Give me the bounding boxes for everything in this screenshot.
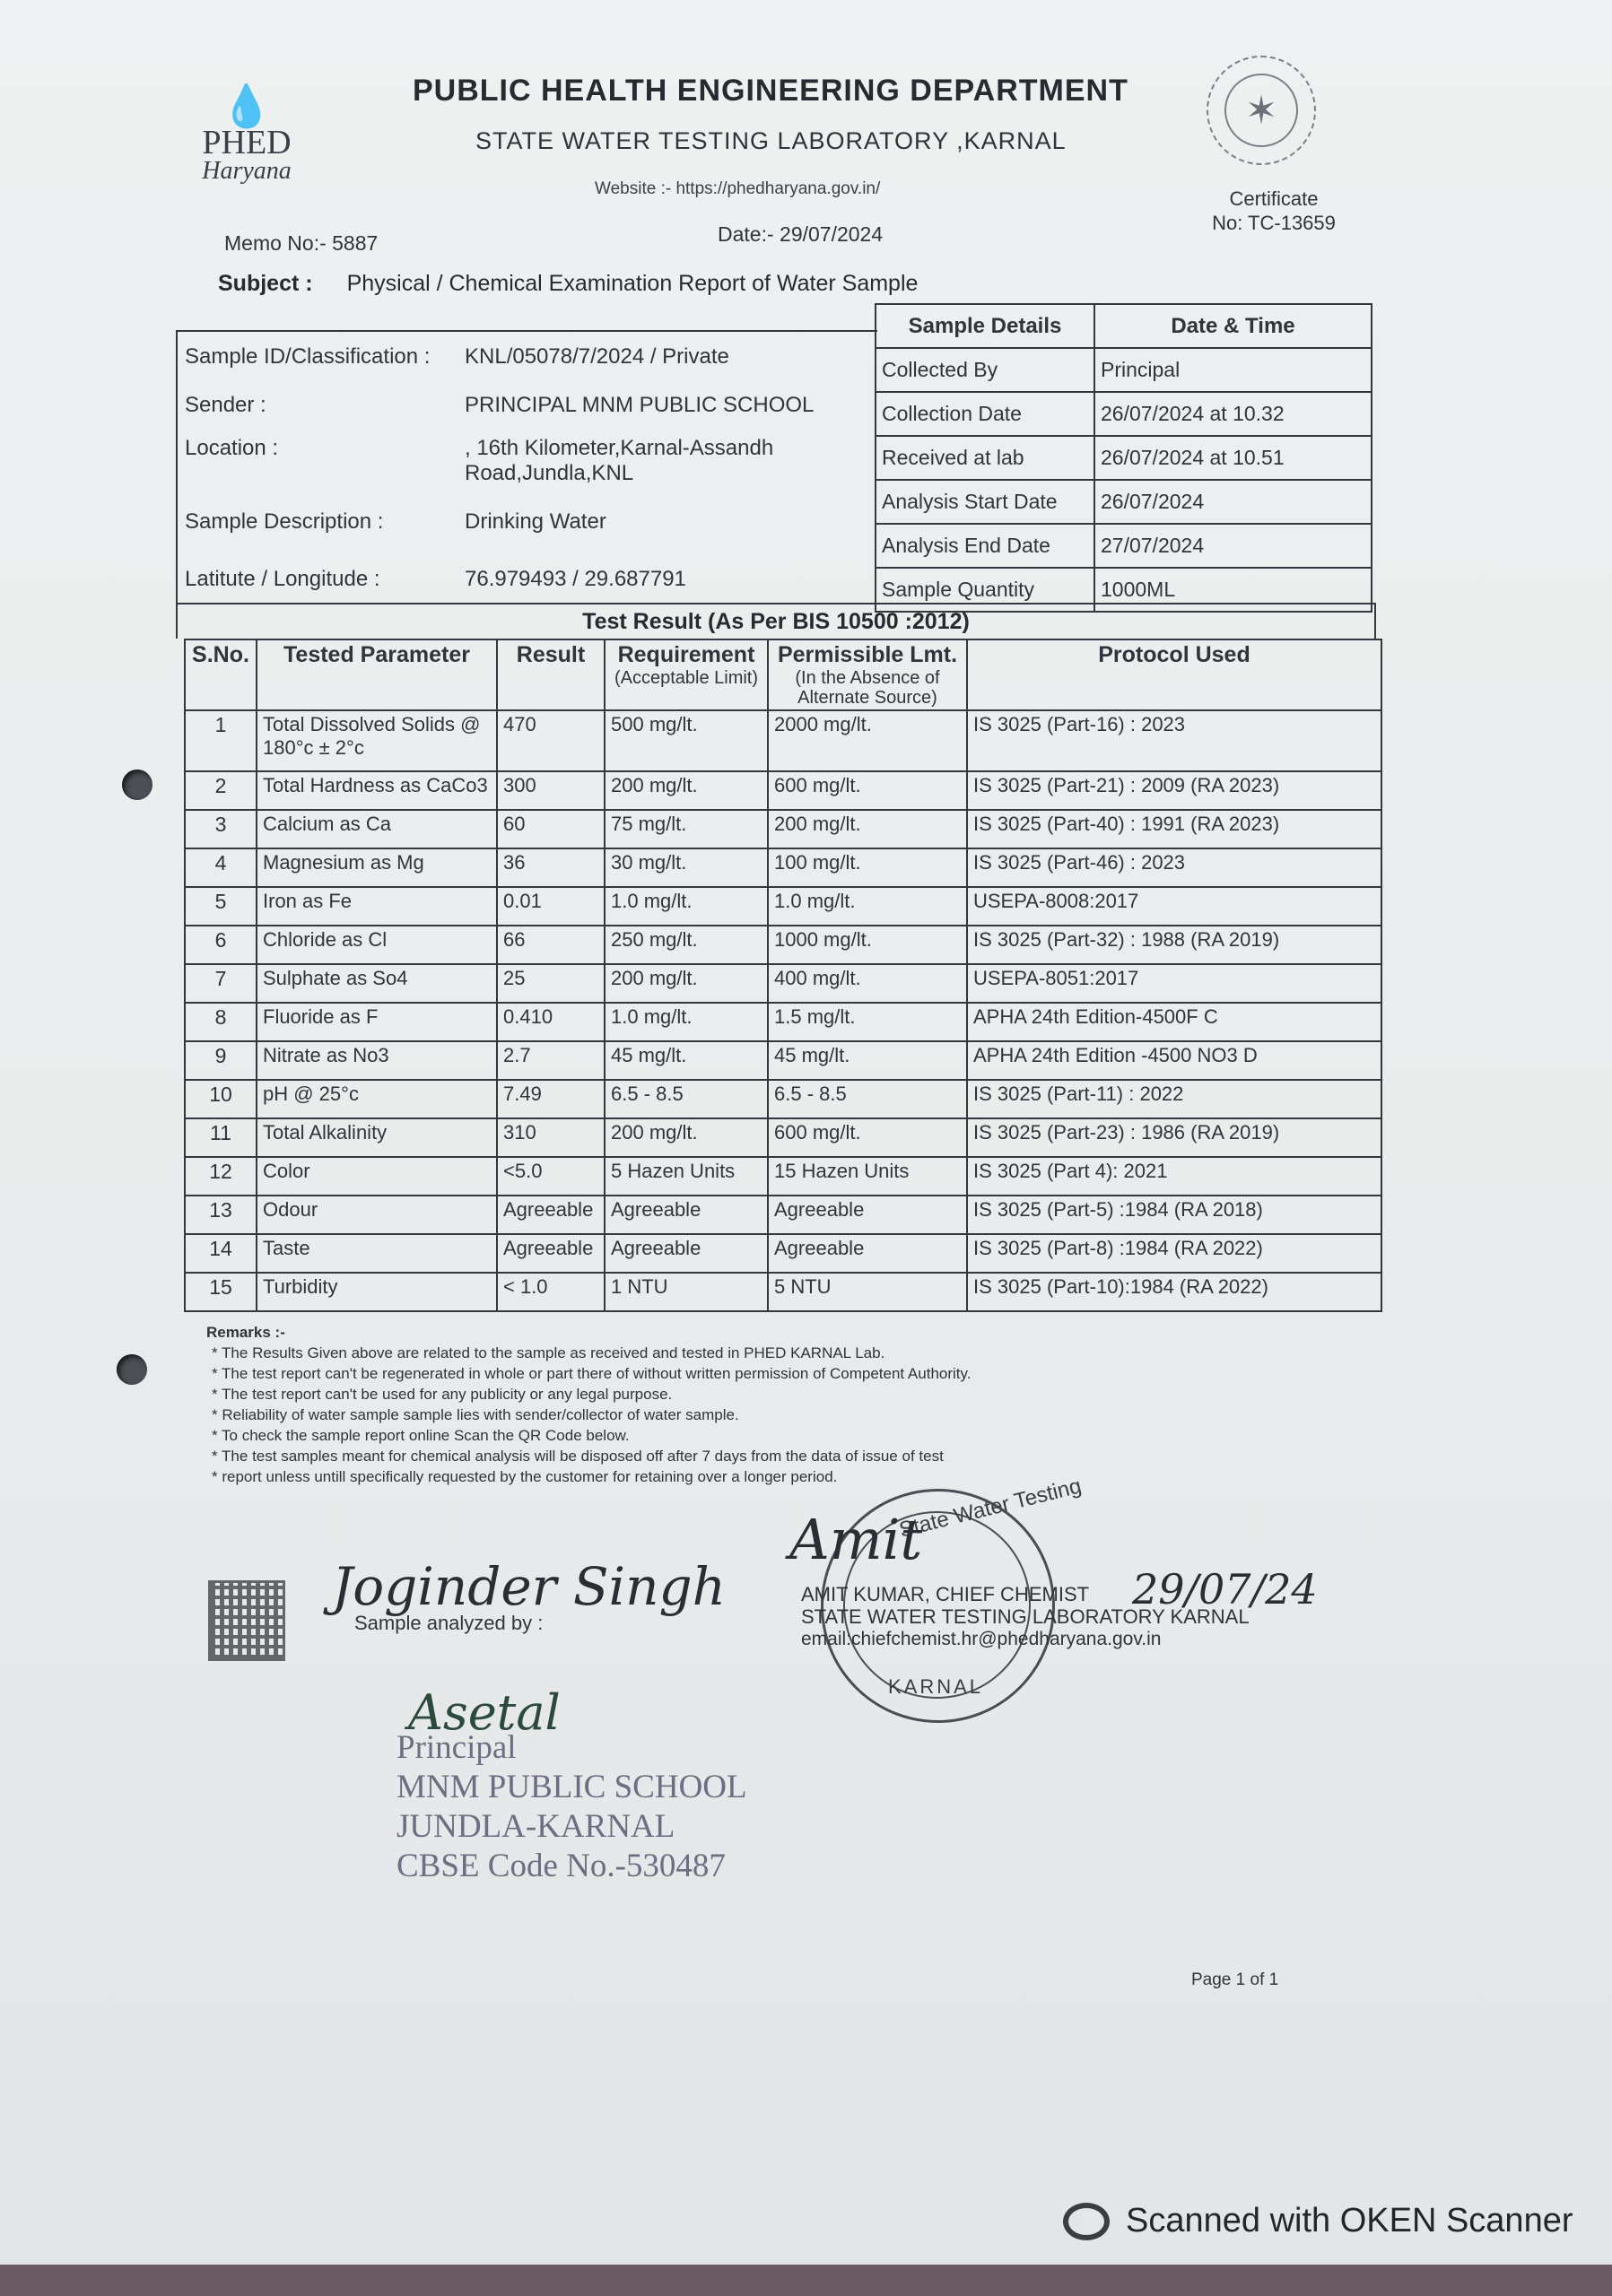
cell-sno: 1 (185, 710, 257, 771)
scanner-logo-icon (1063, 2203, 1110, 2240)
details-key: Received at lab (876, 436, 1094, 480)
cell-requirement: 30 mg/lt. (605, 848, 768, 887)
cell-parameter: Chloride as Cl (257, 926, 497, 964)
info-value: Drinking Water (465, 509, 606, 534)
remark-item: * The Results Given above are related to the sample as received and tested in PHED KARNAL Lab. (222, 1343, 1193, 1363)
results-body (185, 710, 1381, 1311)
cell-sno: 8 (185, 1003, 257, 1041)
header-requirement-label: Requirement (617, 642, 755, 667)
cell-parameter: Calcium as Ca (257, 810, 497, 848)
cell-permissible: 600 mg/lt. (768, 1118, 967, 1157)
details-row (876, 480, 1372, 524)
cell-requirement: 200 mg/lt. (605, 771, 768, 810)
certification-seal-icon: ✶ (1207, 56, 1316, 165)
header-permissible (768, 639, 967, 710)
logo-text: PHED (202, 124, 292, 161)
cell-sno: 9 (185, 1041, 257, 1080)
page-number: Page 1 of 1 (1191, 1970, 1279, 1989)
remarks-list (206, 1343, 1193, 1487)
cell-protocol: IS 3025 (Part-32) : 1988 (RA 2019) (967, 926, 1381, 964)
table-row (185, 1118, 1381, 1157)
cell-requirement: 1.0 mg/lt. (605, 1003, 768, 1041)
cell-protocol: IS 3025 (Part-5) :1984 (RA 2018) (967, 1196, 1381, 1234)
scanner-text: Scanned with OKEN Scanner (1126, 2202, 1573, 2239)
table-row (185, 964, 1381, 1003)
certificate-label: Certificate (1229, 187, 1319, 210)
cell-sno: 7 (185, 964, 257, 1003)
cell-parameter: Turbidity (257, 1273, 497, 1311)
cell-requirement: 200 mg/lt. (605, 1118, 768, 1157)
cell-protocol: APHA 24th Edition-4500F C (967, 1003, 1381, 1041)
principal-stamp-line: MNM PUBLIC SCHOOL (396, 1769, 747, 1805)
details-row (876, 524, 1372, 568)
cell-protocol: USEPA-8008:2017 (967, 887, 1381, 926)
cell-permissible: 1000 mg/lt. (768, 926, 967, 964)
table-row (185, 810, 1381, 848)
chemist-block (801, 1583, 1250, 1650)
remarks-section (206, 1322, 1193, 1487)
chemist-email[interactable]: email:chiefchemist.hr@phedharyana.gov.in (801, 1629, 1162, 1649)
cell-requirement: Agreeable (605, 1196, 768, 1234)
table-row (185, 848, 1381, 887)
header-result: Result (497, 639, 605, 710)
cell-parameter: Total Alkalinity (257, 1118, 497, 1157)
memo-number: Memo No:- 5887 (224, 231, 379, 255)
subject-label: Subject : (218, 271, 313, 296)
info-value: PRINCIPAL MNM PUBLIC SCHOOL (465, 393, 815, 417)
cell-protocol: USEPA-8051:2017 (967, 964, 1381, 1003)
header-protocol: Protocol Used (967, 639, 1381, 710)
info-label: Sender : (185, 393, 266, 417)
stamp-top-text: State Water Testing (896, 1474, 1085, 1543)
background-strip (0, 2265, 1612, 2296)
remark-item: * Reliability of water sample sample lies with sender/collector of water sample. (222, 1405, 1193, 1425)
cell-result: Agreeable (497, 1196, 605, 1234)
cell-sno: 12 (185, 1157, 257, 1196)
department-title: PUBLIC HEALTH ENGINEERING DEPARTMENT (413, 74, 1128, 108)
cell-sno: 6 (185, 926, 257, 964)
cell-protocol: IS 3025 (Part-23) : 1986 (RA 2019) (967, 1118, 1381, 1157)
cell-protocol: IS 3025 (Part-40) : 1991 (RA 2023) (967, 810, 1381, 848)
cell-parameter: Total Hardness as CaCo3 (257, 771, 497, 810)
signed-date: 29/07/24 (1132, 1565, 1318, 1613)
cell-parameter: Odour (257, 1196, 497, 1234)
cell-permissible: 15 Hazen Units (768, 1157, 967, 1196)
results-header-row (185, 639, 1381, 710)
analyzed-by-label: Sample analyzed by : (354, 1612, 544, 1634)
remark-item: * The test samples meant for chemical analysis will be disposed off after 7 days from the data of issue of test (222, 1446, 1193, 1466)
analyst-signature: Joginder Singh (332, 1556, 726, 1617)
cell-permissible: 200 mg/lt. (768, 810, 967, 848)
chemist-name: AMIT KUMAR, CHIEF CHEMIST (801, 1583, 1090, 1605)
cell-result: 7.49 (497, 1080, 605, 1118)
logo-subtext: Haryana (202, 157, 292, 185)
cell-result: 310 (497, 1118, 605, 1157)
cell-parameter: Total Dissolved Solids @ 180°c ± 2°c (257, 710, 497, 771)
info-label: Latitute / Longitude : (185, 567, 380, 591)
cell-protocol: IS 3025 (Part-21) : 2009 (RA 2023) (967, 771, 1381, 810)
details-value: Principal (1094, 348, 1372, 392)
table-row (185, 926, 1381, 964)
table-row (185, 1196, 1381, 1234)
table-row (185, 1041, 1381, 1080)
cell-sno: 3 (185, 810, 257, 848)
cell-parameter: Color (257, 1157, 497, 1196)
chemist-lab: STATE WATER TESTING LABORATORY KARNAL (801, 1605, 1250, 1628)
cell-sno: 11 (185, 1118, 257, 1157)
cell-result: 0.01 (497, 887, 605, 926)
table-row (185, 1157, 1381, 1196)
cell-requirement: 75 mg/lt. (605, 810, 768, 848)
sample-details-table (875, 303, 1372, 613)
details-row (876, 436, 1372, 480)
cell-requirement: 6.5 - 8.5 (605, 1080, 768, 1118)
cell-sno: 5 (185, 887, 257, 926)
remark-item: * The test report can't be regenerated in whole or part there of without written permission of Competent Authority. (222, 1363, 1193, 1384)
details-row (876, 348, 1372, 392)
table-row (185, 1234, 1381, 1273)
cell-result: 60 (497, 810, 605, 848)
cell-protocol: IS 3025 (Part-10):1984 (RA 2022) (967, 1273, 1381, 1311)
details-key: Analysis Start Date (876, 480, 1094, 524)
details-row (876, 392, 1372, 436)
certificate-number (1193, 187, 1355, 235)
details-value: 26/07/2024 at 10.51 (1094, 436, 1372, 480)
cell-sno: 15 (185, 1273, 257, 1311)
cell-protocol: APHA 24th Edition -4500 NO3 D (967, 1041, 1381, 1080)
cell-permissible: Agreeable (768, 1234, 967, 1273)
table-row (185, 1080, 1381, 1118)
cell-sno: 13 (185, 1196, 257, 1234)
cell-sno: 14 (185, 1234, 257, 1273)
remark-continuation-text: report unless untill specifically requested by the customer for retaining over a longer period. (222, 1468, 838, 1485)
details-key: Collected By (876, 348, 1094, 392)
stamp-bottom-text: KARNAL (888, 1675, 984, 1698)
cell-result: 470 (497, 710, 605, 771)
cell-requirement: 200 mg/lt. (605, 964, 768, 1003)
cell-parameter: Iron as Fe (257, 887, 497, 926)
header-parameter: Tested Parameter (257, 639, 497, 710)
subject-text: Physical / Chemical Examination Report of Water Sample (346, 271, 919, 296)
chemist-signature: Amit (789, 1507, 923, 1572)
header-permissible-sub: (In the Absence of Alternate Source) (795, 668, 940, 708)
punch-hole (117, 1354, 147, 1385)
details-value: 26/07/2024 at 10.32 (1094, 392, 1372, 436)
table-row (185, 1273, 1381, 1311)
table-row (185, 1003, 1381, 1041)
details-key: Collection Date (876, 392, 1094, 436)
principal-stamp-line: JUNDLA-KARNAL (396, 1808, 675, 1845)
cell-sno: 10 (185, 1080, 257, 1118)
table-row (185, 887, 1381, 926)
cell-parameter: pH @ 25°c (257, 1080, 497, 1118)
details-key: Sample Quantity (876, 568, 1094, 612)
info-value: KNL/05078/7/2024 / Private (465, 344, 729, 369)
header-sno: S.No. (185, 639, 257, 710)
cell-parameter: Fluoride as F (257, 1003, 497, 1041)
cell-requirement: 1 NTU (605, 1273, 768, 1311)
cell-permissible: 45 mg/lt. (768, 1041, 967, 1080)
cell-result: 66 (497, 926, 605, 964)
details-value: 26/07/2024 (1094, 480, 1372, 524)
cell-result: <5.0 (497, 1157, 605, 1196)
remark-item: * To check the sample report online Scan the QR Code below. (222, 1425, 1193, 1446)
details-header: Sample Details (876, 304, 1094, 348)
cell-permissible: 100 mg/lt. (768, 848, 967, 887)
info-value: 76.979493 / 29.687791 (465, 567, 686, 591)
cell-protocol: IS 3025 (Part-16) : 2023 (967, 710, 1381, 771)
cell-permissible: 6.5 - 8.5 (768, 1080, 967, 1118)
info-value: , 16th Kilometer,Karnal-Assandh Road,Jundla,KNL (465, 436, 774, 485)
header-permissible-label: Permissible Lmt. (777, 642, 958, 667)
cell-permissible: 400 mg/lt. (768, 964, 967, 1003)
cell-parameter: Sulphate as So4 (257, 964, 497, 1003)
header-requirement-sub: (Acceptable Limit) (614, 668, 759, 688)
cell-result: 0.410 (497, 1003, 605, 1041)
info-label: Sample Description : (185, 509, 384, 534)
laboratory-title: STATE WATER TESTING LABORATORY ,KARNAL (475, 127, 1067, 154)
cell-sno: 4 (185, 848, 257, 887)
cell-requirement: 45 mg/lt. (605, 1041, 768, 1080)
results-table (184, 639, 1382, 1312)
cell-permissible: 5 NTU (768, 1273, 967, 1311)
punch-hole (122, 770, 152, 800)
cell-parameter: Taste (257, 1234, 497, 1273)
details-value: 1000ML (1094, 568, 1372, 612)
cell-requirement: 5 Hazen Units (605, 1157, 768, 1196)
cell-permissible: 600 mg/lt. (768, 771, 967, 810)
table-row (185, 771, 1381, 810)
cell-result: 25 (497, 964, 605, 1003)
cell-result: 36 (497, 848, 605, 887)
details-key: Analysis End Date (876, 524, 1094, 568)
remark-item: * The test report can't be used for any publicity or any legal purpose. (222, 1384, 1193, 1405)
report-date: Date:- 29/07/2024 (718, 222, 884, 246)
certificate-no: No: TC-13659 (1212, 212, 1336, 234)
details-value: 27/07/2024 (1094, 524, 1372, 568)
principal-stamp-line: Principal (396, 1729, 517, 1766)
cell-result: < 1.0 (497, 1273, 605, 1311)
cell-permissible: Agreeable (768, 1196, 967, 1234)
cell-sno: 2 (185, 771, 257, 810)
remarks-title: Remarks :- (206, 1324, 285, 1341)
subject-line (218, 271, 918, 297)
results-title: Test Result (As Per BIS 10500 :2012) (176, 603, 1376, 639)
sample-info-box (176, 330, 877, 603)
principal-signature: Asetal (408, 1684, 561, 1741)
phed-logo (184, 85, 309, 184)
cell-result: 2.7 (497, 1041, 605, 1080)
info-label: Sample ID/Classification : (185, 344, 431, 369)
cell-parameter: Nitrate as No3 (257, 1041, 497, 1080)
cell-result: Agreeable (497, 1234, 605, 1273)
cell-requirement: 1.0 mg/lt. (605, 887, 768, 926)
cell-protocol: IS 3025 (Part-11) : 2022 (967, 1080, 1381, 1118)
flame-icon: 💧 (221, 83, 273, 129)
header-requirement (605, 639, 768, 710)
principal-stamp (396, 1728, 747, 1886)
cell-permissible: 2000 mg/lt. (768, 710, 967, 771)
cell-requirement: 250 mg/lt. (605, 926, 768, 964)
cell-protocol: IS 3025 (Part-46) : 2023 (967, 848, 1381, 887)
cell-requirement: Agreeable (605, 1234, 768, 1273)
qr-code[interactable] (208, 1580, 285, 1661)
table-row (185, 710, 1381, 771)
cell-protocol: IS 3025 (Part 4): 2021 (967, 1157, 1381, 1196)
info-label: Location : (185, 436, 279, 460)
cell-permissible: 1.0 mg/lt. (768, 887, 967, 926)
cell-result: 300 (497, 771, 605, 810)
cell-parameter: Magnesium as Mg (257, 848, 497, 887)
details-header: Date & Time (1094, 304, 1372, 348)
cell-permissible: 1.5 mg/lt. (768, 1003, 967, 1041)
website-link[interactable]: Website :- https://phedharyana.gov.in/ (595, 179, 881, 198)
principal-stamp-line: CBSE Code No.-530487 (396, 1848, 726, 1884)
scanner-watermark (1063, 2202, 1573, 2240)
cell-protocol: IS 3025 (Part-8) :1984 (RA 2022) (967, 1234, 1381, 1273)
cell-requirement: 500 mg/lt. (605, 710, 768, 771)
